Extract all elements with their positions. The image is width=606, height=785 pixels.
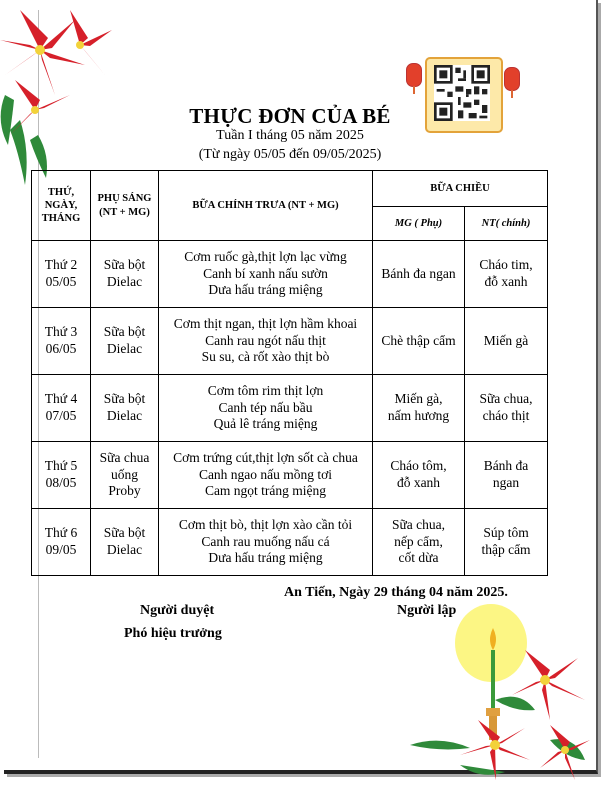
lunch-cell: Cơm thịt bò, thịt lợn xào cần tỏi Canh rau muống nấu cá Dưa hấu tráng miệng (159, 509, 373, 576)
afternoon-mg-cell: Bánh đa ngan (373, 241, 465, 308)
page-title: THỰC ĐƠN CỦA BÉ (189, 104, 391, 128)
morning-cell: Sữa bột Dielac (91, 241, 159, 308)
afternoon-nt-cell: Sữa chua, cháo thịt (465, 375, 548, 442)
morning-cell: Sữa bột Dielac (91, 308, 159, 375)
lantern-icon (406, 63, 422, 87)
place-date: An Tiến, Ngày 29 tháng 04 năm 2025. (284, 585, 508, 600)
table-header-row (32, 171, 548, 207)
day-cell: Thứ 5 08/05 (32, 442, 91, 509)
approver-label: Người duyệt (140, 603, 215, 618)
day-cell: Thứ 3 06/05 (32, 308, 91, 375)
afternoon-mg-cell: Cháo tôm, đỗ xanh (373, 442, 465, 509)
lantern-icon (504, 67, 520, 91)
col-morning: PHỤ SÁNG (NT + MG) (91, 171, 159, 241)
afternoon-mg-cell: Miến gà, nấm hương (373, 375, 465, 442)
col-lunch: BỮA CHÍNH TRƯA (NT + MG) (159, 171, 373, 241)
poinsettia-icon (400, 640, 590, 785)
day-cell: Thứ 2 05/05 (32, 241, 91, 308)
day-cell: Thứ 4 07/05 (32, 375, 91, 442)
table-row (32, 442, 548, 509)
table-row (32, 375, 548, 442)
table-row (32, 241, 548, 308)
morning-cell: Sữa bột Dielac (91, 375, 159, 442)
week-subtitle: Tuần I tháng 05 năm 2025 (216, 128, 364, 143)
col-day: THỨ, NGÀY, THÁNG (32, 171, 91, 241)
day-cell: Thứ 6 09/05 (32, 509, 91, 576)
col-afternoon-nt: NT( chính) (465, 207, 548, 241)
afternoon-mg-cell: Sữa chua, nếp cẩm, cốt dừa (373, 509, 465, 576)
afternoon-nt-cell: Súp tôm thập cẩm (465, 509, 548, 576)
approver-title: Phó hiệu trưởng (124, 626, 222, 641)
morning-cell: Sữa chua uống Proby (91, 442, 159, 509)
afternoon-nt-cell: Bánh đa ngan (465, 442, 548, 509)
col-afternoon: BỮA CHIỀU (373, 171, 548, 207)
menu-table (31, 170, 548, 576)
afternoon-mg-cell: Chè thập cẩm (373, 308, 465, 375)
lunch-cell: Cơm ruốc gà,thịt lợn lạc vừng Canh bí xanh nấu sườn Dưa hấu tráng miệng (159, 241, 373, 308)
lunch-cell: Cơm trứng cút,thịt lợn sốt cà chua Canh ngao nấu mồng tơi Cam ngọt tráng miệng (159, 442, 373, 509)
table-row (32, 308, 548, 375)
morning-cell: Sữa bột Dielac (91, 509, 159, 576)
lunch-cell: Cơm thịt ngan, thịt lợn hầm khoai Canh rau ngót nấu thịt Su su, cà rốt xào thịt bò (159, 308, 373, 375)
afternoon-nt-cell: Miến gà (465, 308, 548, 375)
date-range: (Từ ngày 05/05 đến 09/05/2025) (198, 147, 382, 162)
maker-label: Người lập (397, 603, 457, 618)
table-row (32, 509, 548, 576)
afternoon-nt-cell: Cháo tim, đỗ xanh (465, 241, 548, 308)
lunch-cell: Cơm tôm rim thịt lợn Canh tép nấu bầu Quả lê tráng miệng (159, 375, 373, 442)
col-afternoon-mg: MG ( Phụ) (373, 207, 465, 241)
